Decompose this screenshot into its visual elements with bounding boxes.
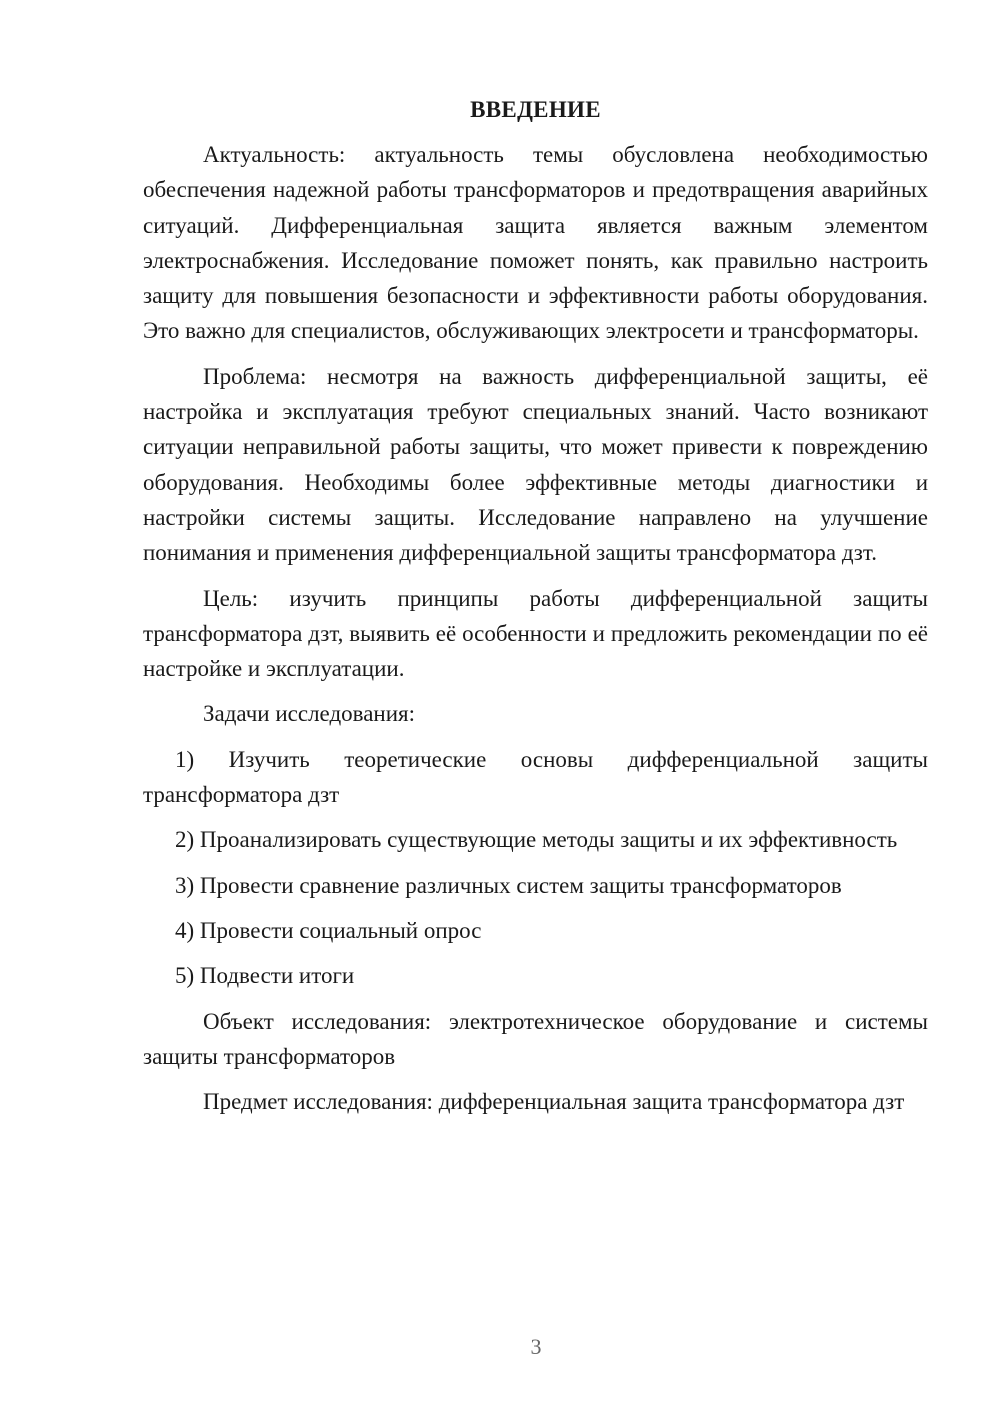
page-content bbox=[143, 95, 928, 1119]
subject-paragraph: Предмет исследования: дифференциальная защита трансформатора дзт bbox=[203, 1089, 905, 1115]
object-paragraph: Объект исследования: электротехническое оборудование и системы защиты трансформаторов bbox=[143, 1008, 928, 1069]
page-number: 3 bbox=[530, 1334, 542, 1359]
task-item-3: 3) Провести сравнение различных систем защиты трансформаторов bbox=[175, 872, 842, 898]
task-item-4: 4) Провести социальный опрос bbox=[175, 917, 482, 943]
task-item-2: 2) Проанализировать существующие методы защиты и их эффективность bbox=[175, 827, 898, 853]
task-item-5: 5) Подвести итоги bbox=[175, 963, 355, 989]
task-item-1: 1) Изучить теоретические основы дифференциальной защиты трансформатора дзт bbox=[143, 746, 928, 808]
relevance-paragraph: Актуальность: актуальность темы обусловлена необходимостью обеспечения надежной работы трансформаторов и предотвращения аварийных ситуаций. Дифференциальная защита является важным элементом электроснабжения. Исследование поможет понять, как правильно настроить защиту для повышения безопасности и эффективности работы оборудования. Это важно для специалистов, обслуживающих электросети и трансформаторы. bbox=[143, 142, 928, 344]
goal-paragraph: Цель: изучить принципы работы дифференциальной защиты трансформатора дзт, выявить её особенности и предложить рекомендации по её настройке и эксплуатации. bbox=[143, 585, 928, 682]
tasks-heading: Задачи исследования: bbox=[203, 701, 416, 727]
page-title: ВВЕДЕНИЕ bbox=[470, 97, 601, 122]
problem-paragraph: Проблема: несмотря на важность дифференциальной защиты, её настройка и эксплуатация требуют специальных знаний. Часто возникают ситуации неправильной работы защиты, что может привести к повреждению оборудования. Необходимы более эффективные методы диагностики и настройки системы защиты. Исследование направлено на улучшение понимания и применения дифференциальной защиты трансформатора дзт. bbox=[143, 363, 928, 566]
